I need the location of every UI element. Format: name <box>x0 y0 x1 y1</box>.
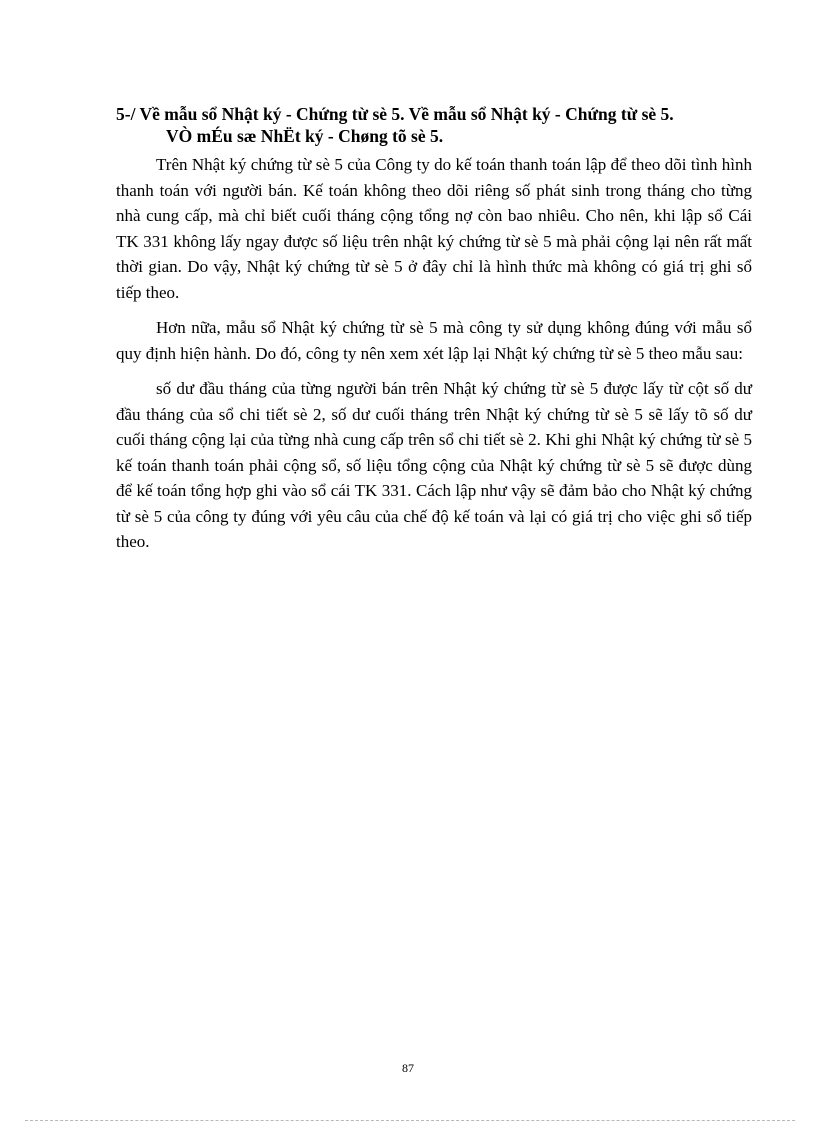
paragraph-2: Hơn nữa, mẫu sổ Nhật ký chứng từ sè 5 mà công ty sử dụng không đúng với mẫu sổ quy định hiện hành. Do đó, công ty nên xem xét lập lại Nhật ký chứng từ sè 5 theo mẫu sau: <box>116 318 752 363</box>
footer-divider <box>25 1120 795 1121</box>
body-text <box>116 152 752 555</box>
paragraph-1: Trên Nhật ký chứng từ sè 5 của Công ty do kế toán thanh toán lập để theo dõi tình hình thanh toán với người bán. Kế toán không theo dõi riêng số phát sinh trong tháng cho từng nhà cung cấp, mà chỉ biết cuối tháng cộng tổng nợ còn bao nhiêu. Cho nên, khi lập sổ Cái TK 331 không lấy ngay được số liệu trên nhật ký chứng từ sè 5 mà phải cộng lại nên rất mất thời gian. Do vậy, Nhật ký chứng từ sè 5 ở đây chỉ là hình thức mà không có giá trị ghi sổ tiếp theo. <box>116 155 752 302</box>
section-heading <box>116 103 756 147</box>
section-heading-line-2: VÒ mÉu sæ NhËt ký - Chøng tõ sè 5. <box>166 126 444 146</box>
page-number: 87 <box>402 1061 414 1075</box>
section-heading-line-1: 5-/ Về mẫu sổ Nhật ký - Chứng từ sè 5. Về mẫu sổ Nhật ký - Chứng từ sè 5. <box>116 104 674 124</box>
paragraph-3: số dư đầu tháng của từng người bán trên Nhật ký chứng từ sè 5 được lấy từ cột số dư đầu tháng của sổ chi tiết sè 2, số dư cuối tháng trên Nhật ký chứng từ sè 5 sẽ lấy tõ số dư cuối tháng cộng lại của từng nhà cung cấp trên sổ chi tiết sè 2. Khi ghi Nhật ký chứng từ sè 5 kế toán thanh toán phải cộng sổ, số liệu tổng cộng của Nhật ký chứng từ sè 5 sẽ được dùng để kế toán tổng hợp ghi vào sổ cái TK 331. Cách lập như vậy sẽ đảm bảo cho Nhật ký chứng từ sè 5 của công ty đúng với yêu câu của chế độ kế toán và lại có giá trị cho việc ghi sổ tiếp theo. <box>116 379 752 551</box>
